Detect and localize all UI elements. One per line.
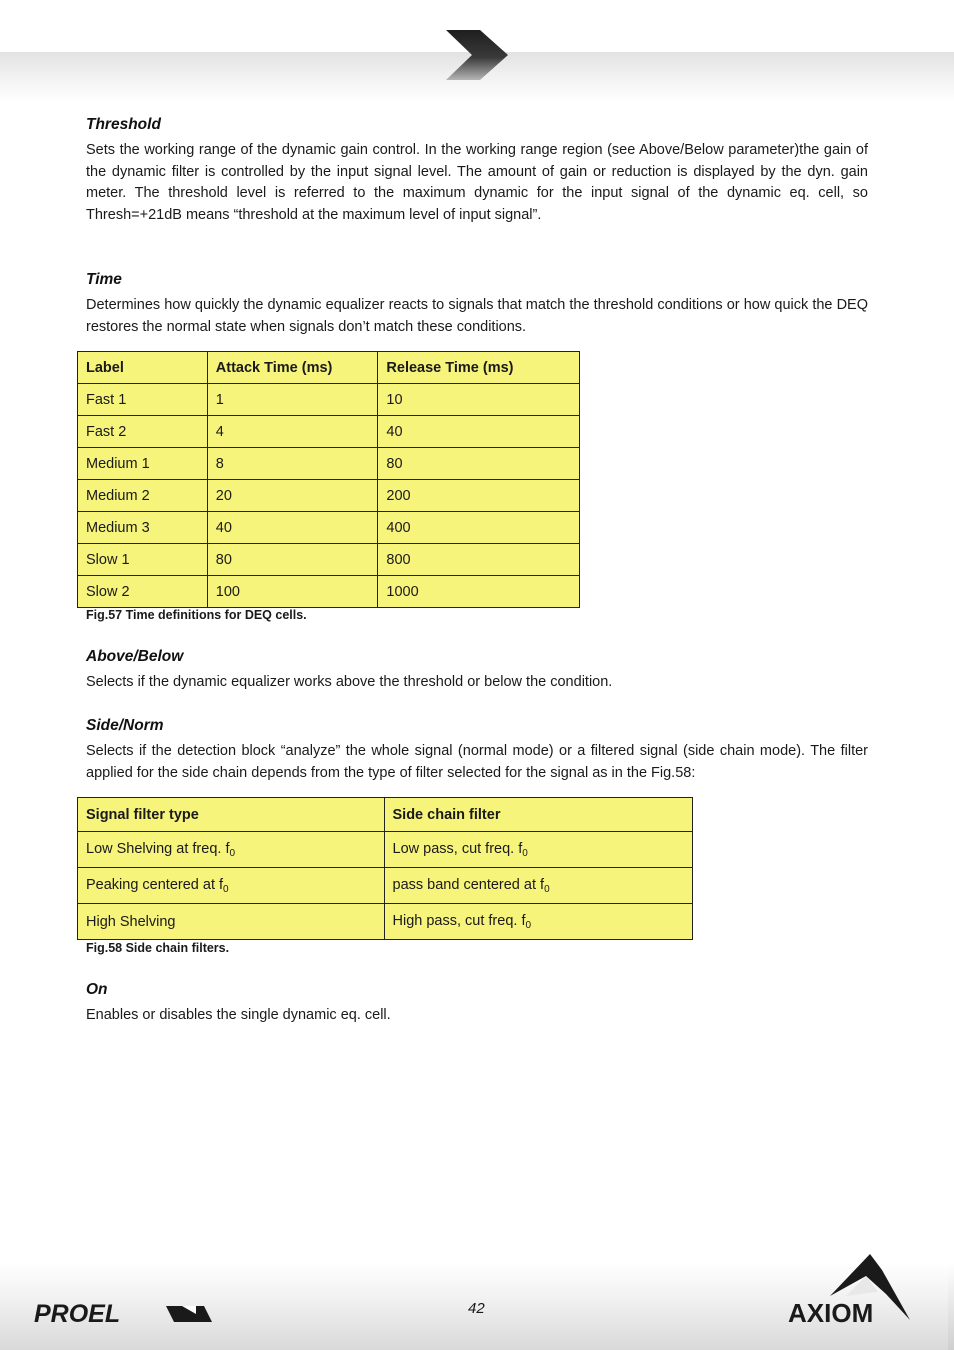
time-heading: Time <box>86 271 122 288</box>
table-cell: 4 <box>207 416 378 448</box>
page-number: 42 <box>468 1300 485 1317</box>
cell-text: High pass, cut freq. f <box>392 912 526 929</box>
table-cell: Medium 1 <box>78 448 208 480</box>
table-cell: Medium 2 <box>78 480 208 512</box>
time-paragraph: Determines how quickly the dynamic equalizer reacts to signals that match the threshold conditions or how quick the DEQ restores the normal state when signals don’t match these conditions. <box>86 297 868 335</box>
on-section <box>86 981 868 1027</box>
time-section <box>86 271 868 338</box>
table-cell: 20 <box>207 480 378 512</box>
on-heading: On <box>86 981 108 998</box>
on-paragraph: Enables or disables the single dynamic eq. cell. <box>86 1007 391 1023</box>
table-cell: Slow 1 <box>78 544 208 576</box>
cell-text: Peaking centered at f <box>86 876 224 893</box>
table-row <box>78 448 580 480</box>
table-cell: Medium 3 <box>78 512 208 544</box>
table-cell: 1 <box>207 384 378 416</box>
table-header-cell: Label <box>78 352 208 384</box>
table-cell <box>78 868 385 904</box>
above-below-heading: Above/Below <box>86 648 184 665</box>
table-row <box>78 544 580 576</box>
table-row <box>78 832 693 868</box>
subscript: 0 <box>525 919 532 931</box>
table-cell: 80 <box>378 448 580 480</box>
cell-text: Low Shelving at freq. f <box>86 840 230 857</box>
above-below-section <box>86 648 868 694</box>
table-cell <box>78 832 385 868</box>
table-header-row <box>78 352 580 384</box>
above-below-paragraph: Selects if the dynamic equalizer works above the threshold or below the condition. <box>86 674 613 690</box>
table-row <box>78 904 693 940</box>
side-norm-section <box>86 717 868 784</box>
proel-logo-text: PROEL <box>34 1300 121 1328</box>
table-cell: Fast 2 <box>78 416 208 448</box>
table-row <box>78 512 580 544</box>
table-row <box>78 384 580 416</box>
axiom-logo <box>786 1250 918 1326</box>
table-row <box>78 480 580 512</box>
threshold-section <box>86 116 868 226</box>
table-cell: 400 <box>378 512 580 544</box>
subscript: 0 <box>522 847 528 859</box>
table-cell <box>384 904 693 940</box>
table-cell: 80 <box>207 544 378 576</box>
side-norm-heading: Side/Norm <box>86 717 164 734</box>
table-cell: 40 <box>378 416 580 448</box>
time-table <box>77 351 580 608</box>
table-cell: 200 <box>378 480 580 512</box>
table-row <box>78 868 693 904</box>
table-cell: Slow 2 <box>78 576 208 608</box>
table-header-cell: Side chain filter <box>384 798 693 832</box>
table-cell <box>384 832 693 868</box>
time-table-caption: Fig.57 Time definitions for DEQ cells. <box>86 608 307 622</box>
cell-text: High Shelving <box>86 913 176 930</box>
threshold-heading: Threshold <box>86 116 161 133</box>
table-row <box>78 416 580 448</box>
table-row <box>78 576 580 608</box>
side-chain-table-caption: Fig.58 Side chain filters. <box>86 941 230 955</box>
table-cell: 1000 <box>378 576 580 608</box>
side-norm-paragraph: Selects if the detection block “analyze” the whole signal (normal mode) or a filtered signal (side chain mode). The filter applied for the side chain depends from the type of filter selected for the signal as in the Fig.58: <box>86 743 868 781</box>
table-cell: 800 <box>378 544 580 576</box>
axiom-logo-text: AXIOM <box>788 1298 874 1326</box>
proel-logo <box>32 1298 216 1328</box>
subscript: 0 <box>544 883 550 895</box>
table-cell <box>78 904 385 940</box>
table-header-row <box>78 798 693 832</box>
subscript: 0 <box>229 847 236 859</box>
cell-text: pass band centered at f <box>392 876 545 893</box>
table-cell: 40 <box>207 512 378 544</box>
table-header-cell: Signal filter type <box>78 798 385 832</box>
footer-edge <box>948 1262 954 1350</box>
table-cell: 10 <box>378 384 580 416</box>
chevron-right-icon <box>444 28 510 84</box>
table-cell: 100 <box>207 576 378 608</box>
table-cell <box>384 868 693 904</box>
cell-text: Low pass, cut freq. f <box>392 840 523 857</box>
side-chain-table <box>77 797 693 940</box>
table-cell: Fast 1 <box>78 384 208 416</box>
table-cell: 8 <box>207 448 378 480</box>
table-header-cell: Release Time (ms) <box>378 352 580 384</box>
table-header-cell: Attack Time (ms) <box>207 352 378 384</box>
threshold-paragraph: Sets the working range of the dynamic gain control. In the working range region (see Above/Below parameter)the gain of the dynamic filter is controlled by the input signal level. The amount of gain or reduction is displayed by the dyn. gain meter. The threshold level is referred to the maximum dynamic for the input signal of the dynamic eq. cell, so Thresh=+21dB means “threshold at the maximum level of input signal”. <box>86 142 868 223</box>
subscript: 0 <box>223 883 229 895</box>
